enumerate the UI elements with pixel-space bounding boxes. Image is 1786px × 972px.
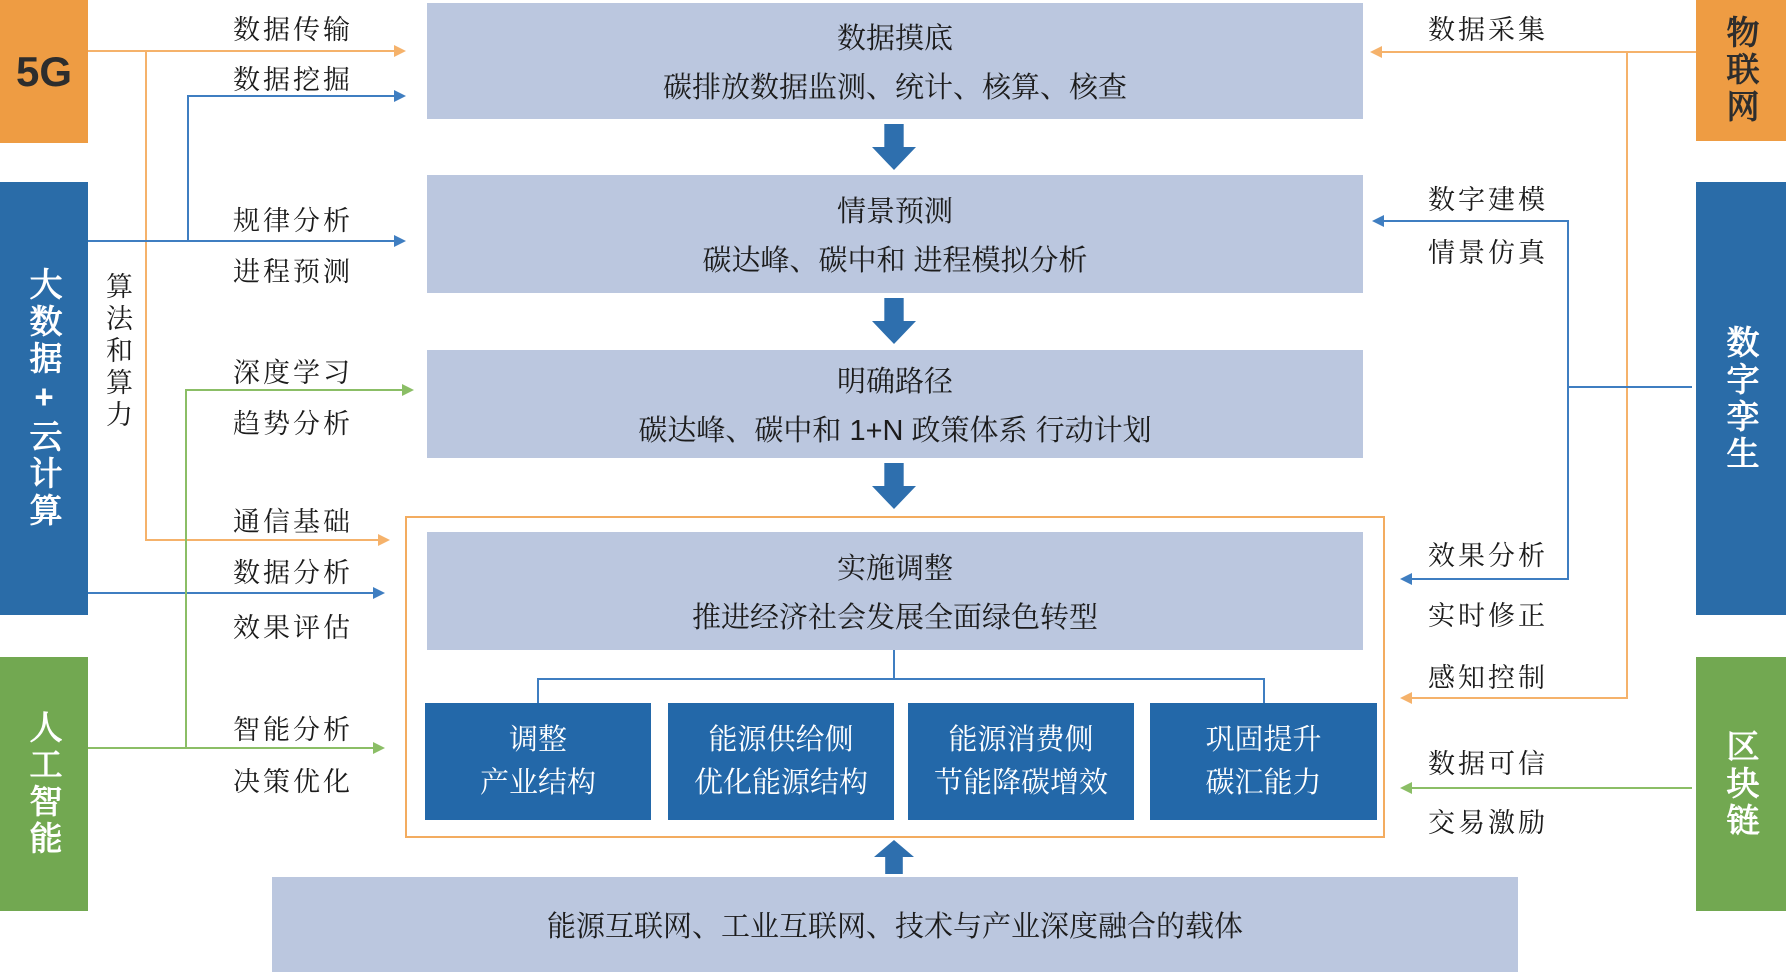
action-box-energy-consumption <box>908 703 1134 820</box>
arrowhead-effect-analysis <box>1400 573 1412 585</box>
tech-column-5g-label: 5G <box>15 47 73 95</box>
label-digital-modeling: 数字建模 <box>1428 185 1548 215</box>
label-progress-forecast: 进程预测 <box>233 257 353 287</box>
up-arrow-icon <box>874 840 914 874</box>
connector-perception-control <box>1412 697 1628 699</box>
process-box-implement-adjust-title: 实施调整 <box>836 553 953 585</box>
arrowhead-intelligent-analysis <box>373 742 385 754</box>
label-deep-learning: 深度学习 <box>233 358 353 388</box>
connector-iot-data-collection <box>1382 51 1696 53</box>
label-perception-control: 感知控制 <box>1428 663 1548 693</box>
label-data-collection: 数据采集 <box>1428 15 1548 45</box>
carrier-bar-text: 能源互联网、工业互联网、技术与产业深度融合的载体 <box>546 911 1243 943</box>
label-effect-analysis: 效果分析 <box>1428 541 1548 571</box>
action-box-energy-consumption-line1: 能源消费侧 <box>948 724 1094 757</box>
process-box-implement-adjust-subtitle: 推进经济社会发展全面绿色转型 <box>691 602 1098 634</box>
connector-twin-branch <box>1567 386 1692 388</box>
arrowhead-data-transfer <box>394 45 406 57</box>
tech-column-bigdata-cloud-label: 大数据+云计算 <box>25 267 63 530</box>
arrowhead-data-collection <box>1370 46 1382 58</box>
down-arrow-icon-2 <box>872 298 916 344</box>
action-box-energy-supply-line1: 能源供给侧 <box>708 724 854 757</box>
label-scenario-simulation: 情景仿真 <box>1428 238 1548 268</box>
connector-bracket-stem <box>893 650 895 679</box>
process-box-scenario-forecast <box>427 175 1363 293</box>
connector-ai-vertical <box>185 389 187 749</box>
connector-bigdata-pattern-analysis <box>88 240 394 242</box>
process-box-data-survey <box>427 3 1363 119</box>
tech-column-digital-twin <box>1696 182 1786 615</box>
arrowhead-digital-modeling <box>1372 215 1384 227</box>
arrowhead-data-trust <box>1400 782 1412 794</box>
action-box-industry-structure-line1: 调整 <box>508 724 567 757</box>
connector-communication-base <box>145 539 378 541</box>
tech-column-iot-label: 物联网 <box>1722 15 1760 126</box>
connector-bracket-drop-right <box>1263 678 1265 703</box>
action-box-energy-consumption-line2: 节能降碳增效 <box>933 766 1108 799</box>
arrowhead-pattern-analysis <box>394 235 406 247</box>
process-box-data-survey-subtitle: 碳排放数据监测、统计、核算、核查 <box>662 72 1127 104</box>
tech-column-5g <box>0 0 88 143</box>
label-communication-base: 通信基础 <box>233 507 353 537</box>
action-box-industry-structure <box>425 703 651 820</box>
connector-bracket-bar <box>537 678 1265 680</box>
connector-digital-modeling <box>1384 220 1569 222</box>
action-box-energy-supply <box>668 703 894 820</box>
process-box-clear-path <box>427 350 1363 458</box>
connector-5g-vertical <box>145 50 147 540</box>
action-box-carbon-sink <box>1150 703 1377 820</box>
tech-column-bigdata-cloud <box>0 182 88 615</box>
connector-bigdata-vertical <box>187 95 189 242</box>
label-transaction-incentive: 交易激励 <box>1428 808 1548 838</box>
arrowhead-perception-control <box>1400 692 1412 704</box>
connector-effect-analysis <box>1412 578 1569 580</box>
connector-data-analysis <box>88 592 373 594</box>
arrowhead-deep-learning <box>402 384 414 396</box>
action-box-industry-structure-line2: 产业结构 <box>479 766 596 799</box>
arrowhead-data-analysis <box>373 587 385 599</box>
tech-column-ai <box>0 657 88 911</box>
label-data-transfer: 数据传输 <box>233 15 353 45</box>
label-pattern-analysis: 规律分析 <box>233 206 353 236</box>
label-data-analysis: 数据分析 <box>233 558 353 588</box>
label-trend-analysis: 趋势分析 <box>233 409 353 439</box>
connector-twin-vertical <box>1567 221 1569 579</box>
tech-column-digital-twin-label: 数字孪生 <box>1722 324 1760 473</box>
down-arrow-icon-1 <box>872 124 916 170</box>
process-box-implement-adjust <box>427 532 1363 650</box>
label-realtime-correction: 实时修正 <box>1428 601 1548 631</box>
label-algorithm-and-power: 算法和算力 <box>102 272 132 432</box>
process-box-data-survey-title: 数据摸底 <box>836 23 953 55</box>
label-effect-evaluation: 效果评估 <box>233 613 353 643</box>
tech-column-blockchain <box>1696 657 1786 911</box>
arrowhead-communication-base <box>378 534 390 546</box>
label-intelligent-analysis: 智能分析 <box>233 715 353 745</box>
connector-data-trust <box>1412 787 1692 789</box>
process-box-scenario-forecast-title: 情景预测 <box>836 196 953 228</box>
action-box-energy-supply-line2: 优化能源结构 <box>693 766 868 799</box>
label-decision-optimization: 决策优化 <box>233 767 353 797</box>
connector-iot-vertical <box>1626 52 1628 698</box>
down-arrow-icon-3 <box>872 463 916 509</box>
connector-ai-intelligent-analysis <box>88 747 373 749</box>
arrowhead-data-mining <box>394 90 406 102</box>
connector-5g-data-transfer <box>88 50 394 52</box>
action-box-carbon-sink-line2: 碳汇能力 <box>1205 766 1322 799</box>
connector-bracket-drop-left <box>537 678 539 703</box>
tech-column-blockchain-label: 区块链 <box>1722 728 1760 840</box>
process-box-scenario-forecast-subtitle: 碳达峰、碳中和 进程模拟分析 <box>702 245 1088 277</box>
action-box-carbon-sink-line1: 巩固提升 <box>1205 724 1322 757</box>
tech-column-ai-label: 人工智能 <box>25 710 63 858</box>
process-box-clear-path-subtitle: 碳达峰、碳中和 1+N 政策体系 行动计划 <box>638 415 1152 447</box>
label-data-trust: 数据可信 <box>1428 749 1548 779</box>
label-data-mining: 数据挖掘 <box>233 65 353 95</box>
process-box-clear-path-title: 明确路径 <box>836 366 953 398</box>
carrier-bar <box>272 877 1518 972</box>
tech-column-iot <box>1696 0 1786 141</box>
